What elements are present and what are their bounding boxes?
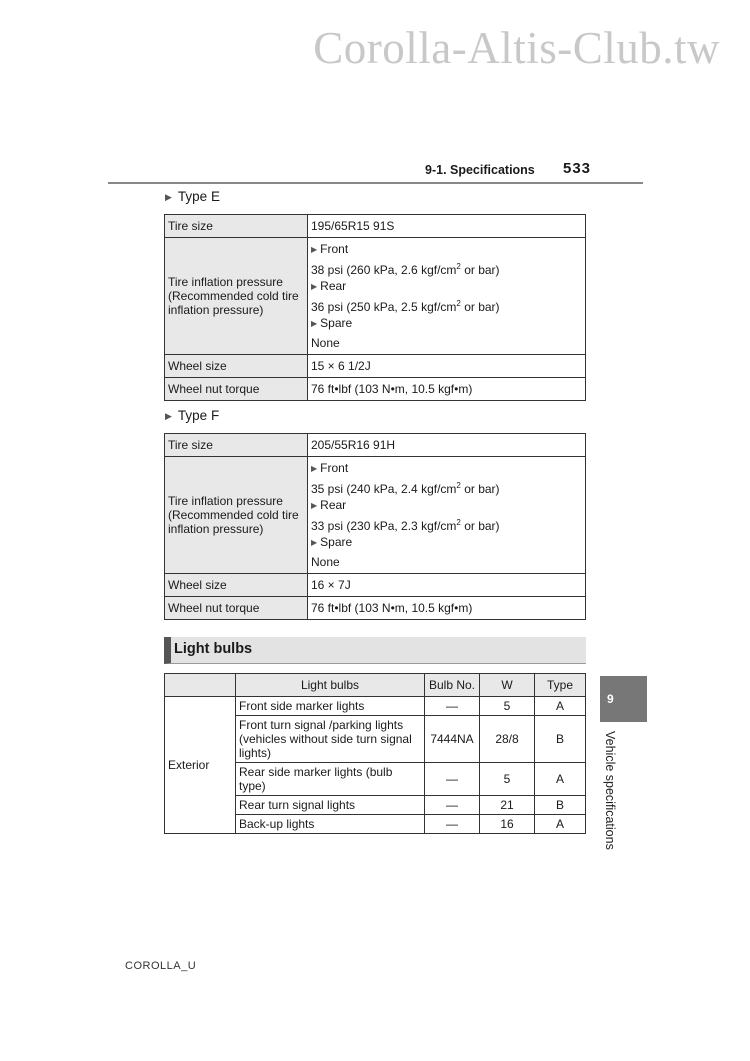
footer-text: COROLLA_U (125, 960, 197, 972)
spare-value: None (311, 336, 340, 350)
bulb-name: Rear side marker lights (bulb type) (236, 763, 425, 796)
triangle-right-icon: ▶ (165, 192, 172, 202)
bulb-type: B (535, 716, 586, 763)
table-row (165, 697, 586, 716)
front-pressure: 38 psi (260 kPa, 2.6 kgf/$cm^2$ or bar) (311, 262, 500, 277)
table-row (165, 574, 586, 597)
light-bulbs-title: Light bulbs (174, 641, 253, 657)
light-bulbs-section-bar (164, 637, 586, 664)
header-light-bulbs: Light bulbs (236, 674, 425, 697)
bulb-type: B (535, 796, 586, 815)
type-e-table (164, 214, 586, 401)
triangle-right-icon: ▶ (311, 282, 318, 291)
pressure-values (308, 457, 586, 574)
type-e-heading (165, 189, 220, 204)
rear-pressure: 33 psi (230 kPa, 2.3 kgf/$cm^2$ or bar) (311, 518, 500, 533)
bulb-name: Front side marker lights (236, 697, 425, 716)
torque-value: 76 ft•lbf (103 N•m, 10.5 kgf•m) (308, 378, 586, 401)
bulb-no: — (425, 697, 480, 716)
triangle-right-icon: ▶ (165, 411, 172, 421)
table-row (165, 434, 586, 457)
table-row (165, 457, 586, 574)
tire-size-value: 205/55R16 91H (308, 434, 586, 457)
torque-label: Wheel nut torque (165, 378, 308, 401)
wheel-size-value: 15 × 6 1/2J (308, 355, 586, 378)
bulb-name: Front turn signal /parking lights (vehicles without side turn signal lights) (236, 716, 425, 763)
chapter-number: 9 (607, 692, 614, 706)
front-pressure: 35 psi (240 kPa, 2.4 kgf/$cm^2$ or bar) (311, 481, 500, 496)
type-f-heading (165, 408, 219, 423)
spare-label: Spare (320, 316, 353, 330)
pressure-label: Tire inflation pressure (Recommended cold tire inflation pressure) (165, 457, 308, 574)
triangle-right-icon: ▶ (311, 464, 318, 473)
bulb-no: 7444NA (425, 716, 480, 763)
bulb-type: A (535, 815, 586, 834)
light-bulbs-table (164, 673, 586, 834)
bulb-type: A (535, 697, 586, 716)
triangle-right-icon: ▶ (311, 245, 318, 254)
tire-size-label: Tire size (165, 434, 308, 457)
chapter-label: Vehicle specifications (603, 731, 617, 850)
triangle-right-icon: ▶ (311, 501, 318, 510)
bulb-w: 21 (480, 796, 535, 815)
header-w: W (480, 674, 535, 697)
page-number: 533 (563, 160, 592, 177)
pressure-label: Tire inflation pressure (Recommended cold tire inflation pressure) (165, 238, 308, 355)
wheel-size-value: 16 × 7J (308, 574, 586, 597)
front-label: Front (320, 242, 349, 256)
tire-size-label: Tire size (165, 215, 308, 238)
bulb-name: Back-up lights (236, 815, 425, 834)
bulb-no: — (425, 763, 480, 796)
type-e-label: Type E (177, 189, 220, 204)
header-type: Type (535, 674, 586, 697)
spare-label: Spare (320, 535, 353, 549)
front-label: Front (320, 461, 349, 475)
section-header: 9-1. Specifications (425, 163, 535, 177)
chapter-tab (600, 676, 647, 722)
bulb-w: 5 (480, 697, 535, 716)
bulb-w: 5 (480, 763, 535, 796)
bulb-name: Rear turn signal lights (236, 796, 425, 815)
table-header-row (165, 674, 586, 697)
rear-label: Rear (320, 498, 347, 512)
type-f-table (164, 433, 586, 620)
spare-value: None (311, 555, 340, 569)
type-f-label: Type F (177, 408, 220, 423)
pressure-values (308, 238, 586, 355)
wheel-size-label: Wheel size (165, 355, 308, 378)
table-row (165, 597, 586, 620)
bulb-w: 16 (480, 815, 535, 834)
triangle-right-icon: ▶ (311, 538, 318, 547)
wheel-size-label: Wheel size (165, 574, 308, 597)
table-row (165, 378, 586, 401)
torque-label: Wheel nut torque (165, 597, 308, 620)
header-bulb-no: Bulb No. (425, 674, 480, 697)
triangle-right-icon: ▶ (311, 319, 318, 328)
bulb-type: A (535, 763, 586, 796)
bulb-no: — (425, 815, 480, 834)
rear-pressure: 36 psi (250 kPa, 2.5 kgf/$cm^2$ or bar) (311, 299, 500, 314)
tire-size-value: 195/65R15 91S (308, 215, 586, 238)
watermark: Corolla-Altis-Club.tw (313, 23, 720, 73)
rear-label: Rear (320, 279, 347, 293)
header-rule (108, 182, 643, 184)
torque-value: 76 ft•lbf (103 N•m, 10.5 kgf•m) (308, 597, 586, 620)
exterior-group: Exterior (165, 697, 236, 834)
header-empty (165, 674, 236, 697)
bulb-no: — (425, 796, 480, 815)
bulb-w: 28/8 (480, 716, 535, 763)
table-row (165, 215, 586, 238)
table-row (165, 238, 586, 355)
table-row (165, 355, 586, 378)
